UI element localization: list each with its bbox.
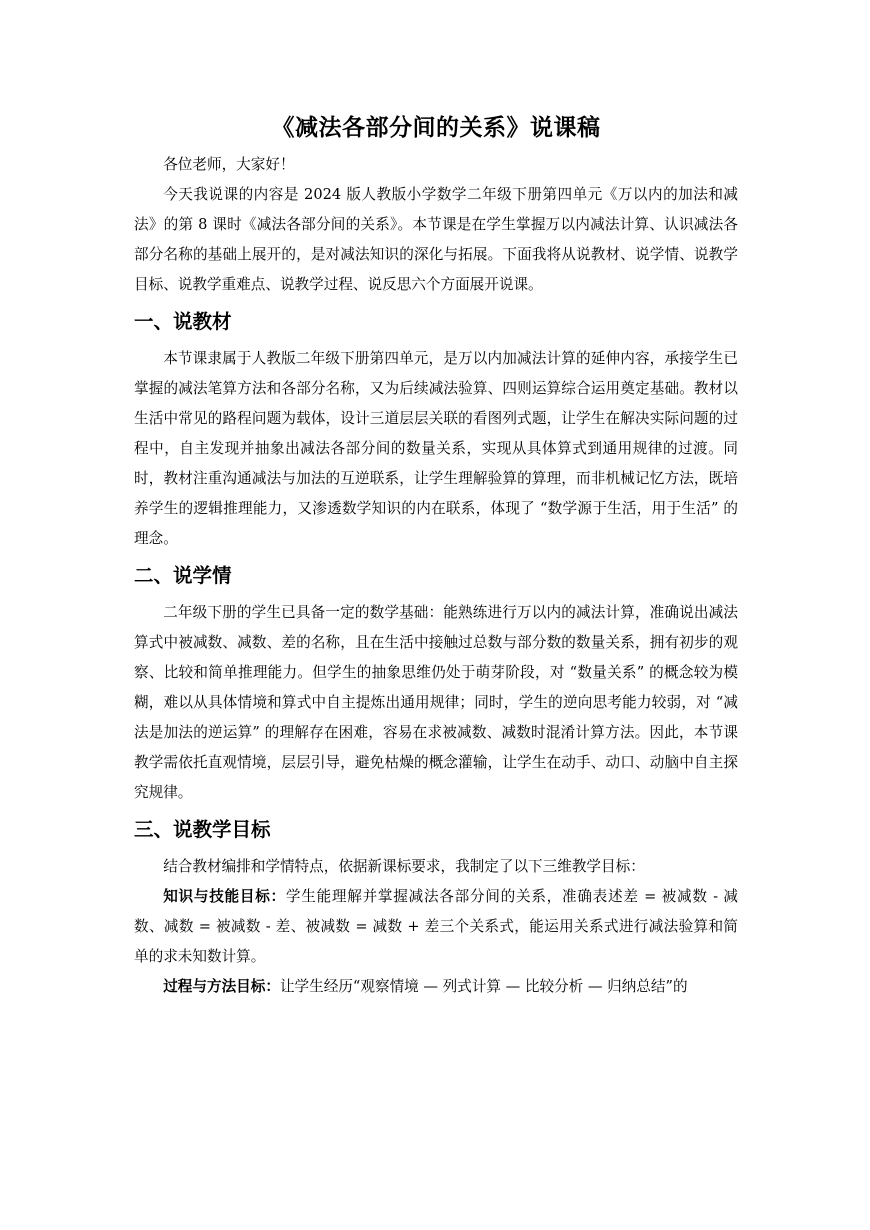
document-page <box>134 110 738 1002</box>
section-paragraph-students: 二年级下册的学生已具备一定的数学基础：能熟练进行万以内的减法计算，准确说出减法算式中被减数、减数、差的名称，且在生活中接触过总数与部分数的数量关系，拥有初步的观察、比较和简单推理能力。但学生的抽象思维仍处于萌芽阶段，对 “数量关系” 的概念较为模糊，难以从具体情境和算式中自主提炼出通用规律；同时，学生的逆向思考能力较弱，对 “减法是加法的逆运算” 的理解存在困难，容易在求被减数、减数时混淆计算方法。因此，本节课教学需依托直观情境，层层引导，避免枯燥的概念灌输，让学生在动手、动口、动脑中自主探究规律。 <box>134 604 738 801</box>
goal-knowledge <box>134 882 738 972</box>
section-heading-goals: 三、说教学目标 <box>134 818 271 841</box>
goal-process <box>134 972 738 1002</box>
intro-paragraph: 今天我说课的内容是 2024 版人教版小学数学二年级下册第四单元《万以内的加法和减法》的第 8 课时《减法各部分间的关系》。本节课是在学生掌握万以内减法计算、认识减法各部分名称的基础上展开的，是对减法知识的深化与拓展。下面我将从说教材、说学情、说教学目标、说教学重难点、说教学过程、说反思六个方面展开说课。 <box>134 186 738 293</box>
goal-process-text: 让学生经历“观察情境 — 列式计算 — 比较分析 — 归纳总结”的 <box>279 978 688 995</box>
section-heading-students: 二、说学情 <box>134 564 232 587</box>
goal-knowledge-text: 学生能理解并掌握减法各部分间的关系，准确表述差 = 被减数 - 减数、减数 = 被减数 - 差、被减数 = 减数 + 差三个关系式，能运用关系式进行减法验算和简单的求未知数计算。 <box>134 888 738 965</box>
greeting-paragraph: 各位老师，大家好！ <box>163 156 295 173</box>
section-heading-textbook: 一、说教材 <box>134 310 232 333</box>
section-paragraph-goals: 结合教材编排和学情特点，依据新课标要求，我制定了以下三维教学目标： <box>163 858 645 875</box>
goal-process-label: 过程与方法目标： <box>163 978 280 995</box>
goal-knowledge-label: 知识与技能目标： <box>163 888 286 905</box>
document-title: 《减法各部分间的关系》说课稿 <box>271 115 601 141</box>
section-paragraph-textbook: 本节课隶属于人教版二年级下册第四单元，是万以内加减法计算的延伸内容，承接学生已掌握的减法笔算方法和各部分名称，又为后续减法验算、四则运算综合运用奠定基础。教材以生活中常见的路程问题为载体，设计三道层层关联的看图列式题，让学生在解决实际问题的过程中，自主发现并抽象出减法各部分间的数量关系，实现从具体算式到通用规律的过渡。同时，教材注重沟通减法与加法的互逆联系，让学生理解验算的算理，而非机械记忆方法，既培养学生的逻辑推理能力，又渗透数学知识的内在联系，体现了 “数学源于生活，用于生活” 的理念。 <box>134 350 738 547</box>
